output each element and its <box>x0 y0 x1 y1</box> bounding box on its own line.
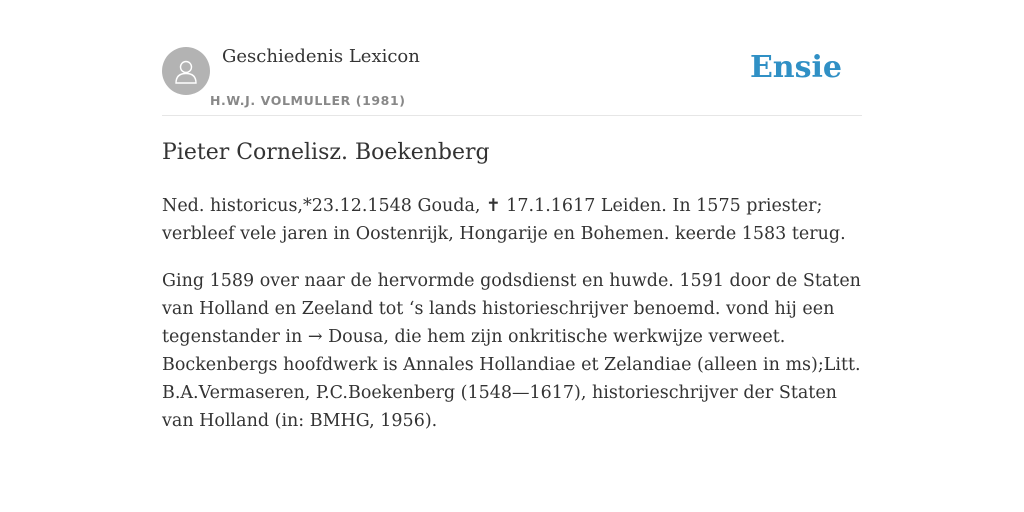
publication-title[interactable]: Geschiedenis Lexicon <box>222 46 420 67</box>
article-title: Pieter Cornelisz. Boekenberg <box>162 140 490 165</box>
author-avatar[interactable] <box>162 47 210 95</box>
article-paragraph-2: Ging 1589 over naar de hervormde godsdienst en huwde. 1591 door de Staten van Holland en Zeeland tot ‘s lands historieschrijver benoemd. vond hij een tegenstander in → Dousa, die hem zijn onkritische werkwijze verweet. Bockenbergs hoofdwerk is Annales Hollandiae et Zelandiae (alleen in ms);Litt. B.A.Vermaseren, P.C.Boekenberg (1548—1617), historieschrijver der Staten van Holland (in: BMHG, 1956). <box>162 271 861 431</box>
article-paragraph-1: Ned. historicus,*23.12.1548 Gouda, ✝ 17.1.1617 Leiden. In 1575 priester; verbleef vele jaren in Oostenrijk, Hongarije en Bohemen. keerde 1583 terug. <box>162 196 846 244</box>
article-header <box>162 0 862 116</box>
ensie-logo[interactable]: Ensie <box>749 50 842 85</box>
user-icon <box>171 56 201 86</box>
author-byline[interactable]: H.W.J. VOLMULLER (1981) <box>210 93 406 108</box>
page-container <box>162 0 862 431</box>
